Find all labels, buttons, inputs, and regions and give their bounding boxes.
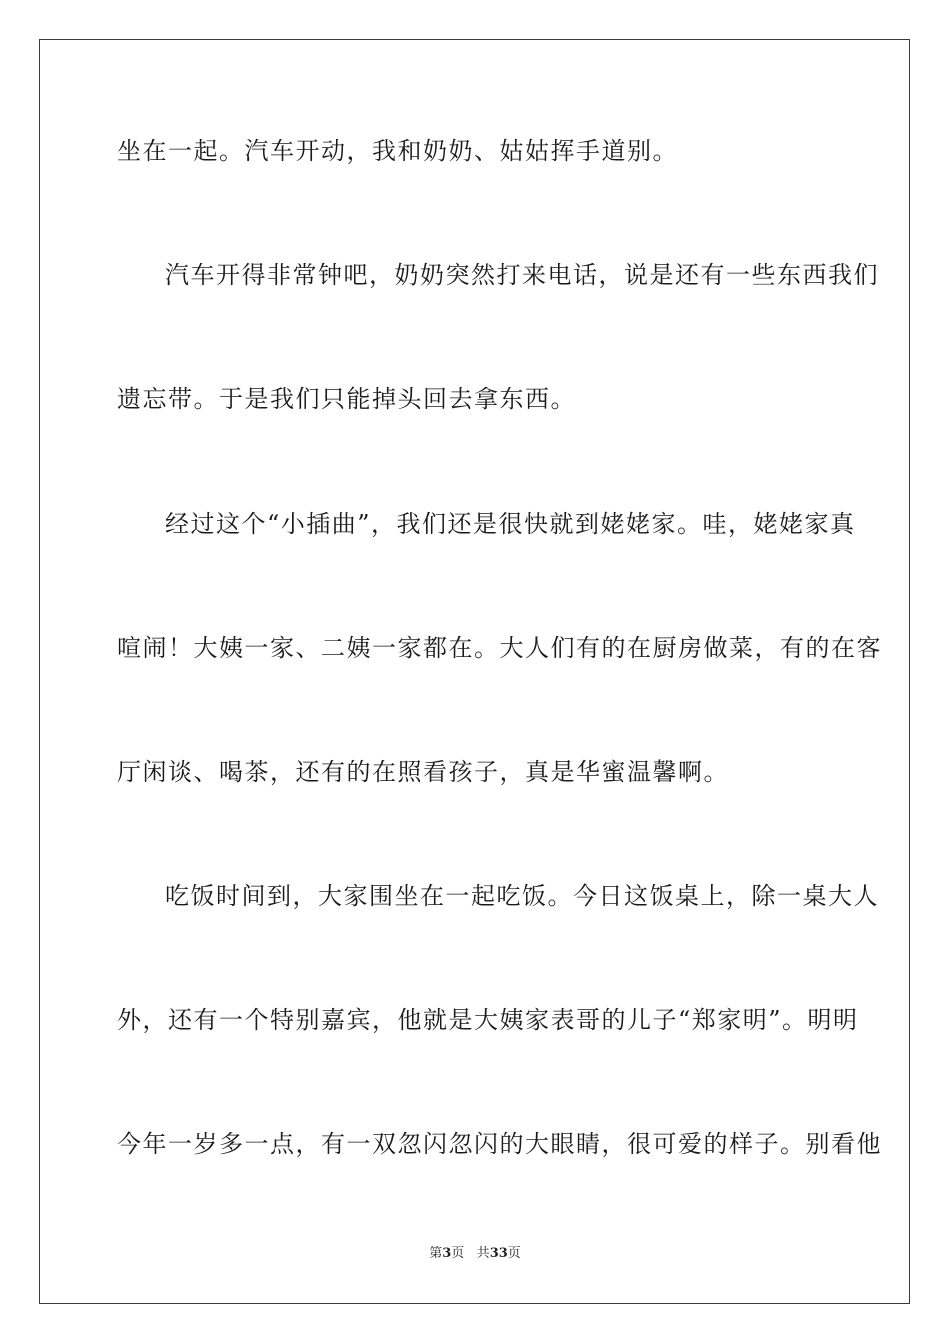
text-line-7: 吃饭时间到，大家围坐在一起吃饭。今日这饭桌上，除一桌大人 [165,882,879,910]
text-line-2: 汽车开得非常钟吧，奶奶突然打来电话，说是还有一些东西我们 [165,261,879,289]
text-line-9: 今年一岁多一点，有一双忽闪忽闪的大眼睛，很可爱的样子。别看他 [117,1130,882,1158]
total-prefix: 共 [476,1246,490,1261]
text-line-6: 厅闲谈、喝茶，还有的在照看孩子，真是华蜜温馨啊。 [117,758,729,786]
total-suffix: 页 [507,1246,521,1261]
page-suffix: 页 [451,1246,465,1261]
text-line-5: 喧闹！大姨一家、二姨一家都在。大人们有的在厨房做菜，有的在客 [117,634,882,662]
text-line-4: 经过这个“小插曲”，我们还是很快就到姥姥家。哇，姥姥家真 [165,510,856,538]
text-line-8: 外，还有一个特别嘉宾，他就是大姨家表哥的儿子“郑家明”。明明 [117,1006,859,1034]
text-line-1: 坐在一起。汽车开动，我和奶奶、姑姑挥手道别。 [117,137,678,165]
total-pages: 33 [489,1246,508,1261]
page-border [39,39,910,1304]
page-prefix: 第 [429,1246,443,1261]
text-line-3: 遗忘带。于是我们只能掉头回去拿东西。 [117,385,576,413]
page-number: 3 [442,1246,452,1261]
page-footer [0,1246,950,1262]
